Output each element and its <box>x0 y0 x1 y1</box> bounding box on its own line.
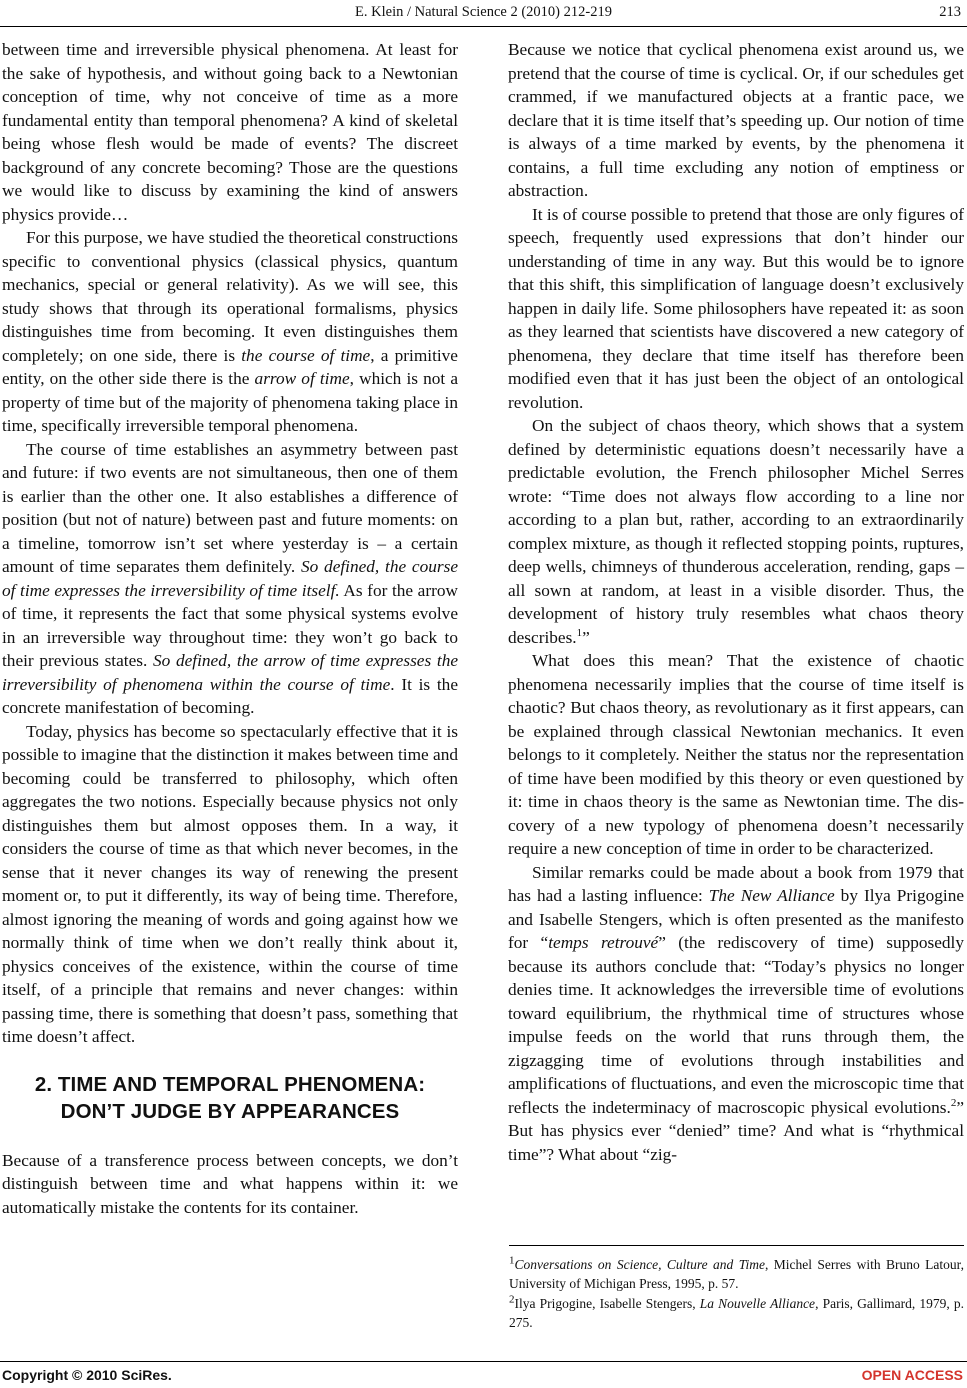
right-column <box>508 38 964 1166</box>
text-run: , Paris, Gallimard, 1979, p. 275. <box>509 1296 964 1330</box>
paragraph: What does this mean? That the existence of chaotic phenomena necessarily implies that the course of time itself is chaotic? But chaos theory, as revolutionary as it first appears, can be explained through classical Newtonian mechanics. It even belongs to it completely. Neither the status nor the representation of time have been modified by this theory or even questioned by it: time in chaos theory is the same as Newtonian time. The discovery of a new typology of phenomena doesn’t necessarily require a new conception of time in order to be characterized. <box>508 651 964 858</box>
italic-definition: So defined, the arrow of time expresses the irreversibility of phenomena within the course of time <box>2 651 459 694</box>
footnote-ref: 1 <box>576 626 583 639</box>
footer-rule <box>0 1361 967 1362</box>
italic-term: the course of time <box>241 345 371 365</box>
text-run: ” (the rediscovery of time) supposedly because its authors conclude that: “Today’s physics no longer denies time. It acknowledges the irreversible time of evolutions toward equilibrium, the rhythmical time of structures whose impulse feeds on the world that runs through them, the zigzagging time of evolutions through instabilities and amplifications of fluctuations, and even the microscopic time that reflects the indeterminacy of macroscopic physical evolutions. <box>508 933 964 1117</box>
paragraph: It is of course possible to pretend that those are only figures of speech, frequently used expressions that don’t hinder our understanding of time in any way. But this would be to ignore that this shift, this simplification of language doesn’t exclusively happen in daily life. Some philosophers have repeated it: as soon as they learned that scientists have discovered a new category of phenomena, they declare that time itself has therefore been modified even that it has just been the object of an ontological revolution. <box>508 204 964 412</box>
text-run: ” But has physics ever “denied” time? And what is “rhythmical time”? What about “zig- <box>508 1097 964 1164</box>
paragraph: Today, physics has become so spectacularly effective that it is possible to imagine that the distinction it makes between time and becoming could be transferred to philosophy, which often aggregates the two notions. Especially because physics not only distinguishes them but almost opposes them. In a way, it considers the course of time as that which never becomes, in the sense that it never changes its way of renewing the present moment or, to put it differently, its way of being time. Therefore, almost ignoring the meaning of words and going against how we normally think of time when we don’t really think about it, physics conceives of the existence, within the course of time itself, of a principle that remains and never changes: within passing time, there is something that doesn’t pass, something that time doesn’t affect. <box>2 721 458 1046</box>
text-run: ” <box>582 627 590 647</box>
paragraph <box>508 861 964 1167</box>
text-run: The course of time establishes an asymmetry between past and future: if two events are not simultaneous, then one of them is earlier than the other one. It also establishes a difference of position (but not of nature) between past and future moments: on a timeline, tomorrow isn’t set where yesterday is – a certain amount of time separates them definitely. <box>2 439 458 576</box>
paragraph <box>508 414 964 649</box>
footnote-number: 1 <box>509 1254 515 1267</box>
footnote <box>509 1295 964 1332</box>
italic-book-title: The New Alliance <box>708 886 835 905</box>
paragraph <box>2 438 458 720</box>
italic-definition: So defined, the course of time expresses the irreversibility of time itself. <box>2 557 458 600</box>
page-number: 213 <box>939 4 961 20</box>
italic-term: arrow of time <box>254 369 350 388</box>
copyright-notice: Copyright © 2010 SciRes. <box>2 1367 172 1383</box>
paragraph: between time and irreversible physical phenomena. At least for the sake of hypothesis, and without going back to a Newtonian conception of time, why not conceive of time as a more fundamental entity than temporal phenomena? A kind of skeletal being whose flesh would be made of events? The discreet background of any concrete becoming? Those are the questions we would like to discuss by examining the kind of answers physics provide… <box>2 40 458 224</box>
text-run: by Ilya Prigogine and Isabelle Stengers, which is often presented as the manifesto for “ <box>508 886 965 952</box>
footnote <box>509 1256 964 1293</box>
paragraph <box>2 226 458 438</box>
text-run: Similar remarks could be made about a book from 1979 that has had a lasting influence: <box>508 862 964 905</box>
footnote-number: 2 <box>509 1293 515 1306</box>
italic-book-title: Conversations on Science, Culture and Time <box>514 1257 765 1272</box>
running-header-title: E. Klein / Natural Science 2 (2010) 212-219 <box>355 4 612 20</box>
section-heading: 2. TIME AND TEMPORAL PHENOMENA: DON’T JUDGE BY APPEARANCES <box>34 1072 426 1123</box>
text-run: As for the arrow of time, it represents the fact that some physical systems evolve in an irreversible way throughout time: they won’t go back to their previous states. <box>2 580 458 670</box>
text-run: For this purpose, we have studied the theoretical constructions specific to conventional physics (classical physics, quantum mechanics, special or general relativity). As we will see, this study shows that through its operational formalisms, physics distinguishes time from becoming. It even distinguishes them completely; on one side, there is <box>2 228 458 365</box>
text-run: . It is the concrete manifestation of becoming. <box>2 674 458 717</box>
text-run: On the subject of chaos theory, which shows that a system defined by deterministic equations doesn’t necessarily have a predictable evolution, the French philosopher Michel Serres wrote: “Time does not always flow according to a line nor according to a plan but, rather, according to an extraordinarily complex mixture, as though it reflected stopping points, ruptures, deep wells, chimneys of thunderous acceleration, rending, gaps – all sown at random, at least in a visible disorder. Thus, the development of history truly resembles what chaos theory describes. <box>508 416 964 647</box>
paragraph: Because we notice that cyclical phenomena exist around us, we pretend that the course of time is cyclical. Or, if our schedules get crammed, if we manufactured objects at a frantic pace, we declare that it is time itself that’s speeding up. Our notion of time is always of a time marked by events, by the phenomena it contains, a full time excluding any notion of emptiness or abstraction. <box>508 40 964 200</box>
paragraph: Because of a transference process between concepts, we don’t distinguish between time and what happens within it: we automatically mistake the contents for its container. <box>2 1150 458 1217</box>
italic-book-title: La Nouvelle Alliance <box>699 1296 816 1311</box>
italic-term: temps retrouvé <box>548 933 659 952</box>
open-access-label: OPEN ACCESS <box>861 1367 963 1383</box>
footnote-rule <box>509 1245 964 1246</box>
footnotes <box>509 1256 964 1334</box>
left-column <box>2 38 458 1219</box>
text-run: , which is not a property of time but of the majority of phenomena taking place in time, specifically irreversible temporal phenomena. <box>2 369 459 435</box>
text-run: Ilya Prigogine, Isabelle Stengers, <box>514 1296 700 1311</box>
header-rule <box>0 26 967 27</box>
text-run: , Michel Serres with Bruno Latour, University of Michigan Press, 1995, p. 57. <box>509 1257 964 1291</box>
text-run: , a primitive entity, on the other side there is the <box>2 345 458 388</box>
footnote-ref: 2 <box>950 1096 957 1109</box>
